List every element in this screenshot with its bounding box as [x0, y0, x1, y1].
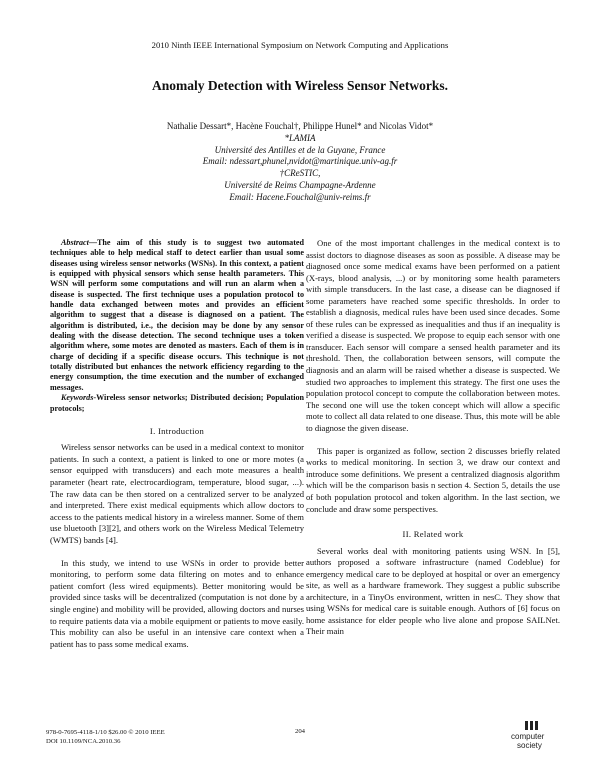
affiliation-1-institution: Université des Antilles et de la Guyane, France [214, 144, 386, 155]
logo-text-society: society [517, 741, 542, 750]
footer-isbn: 978-0-7695-4118-1/10 $26.00 © 2010 IEEE [46, 729, 165, 736]
keywords-label: Keywords [61, 393, 94, 403]
affiliation-1-email: Email: ndessart,phunel,nvidot@martinique.univ-ag.fr [202, 156, 398, 167]
computer-society-logo [505, 720, 555, 754]
paper-title: Anomaly Detection with Wireless Sensor Networks. [152, 78, 448, 93]
logo-bar-2 [530, 721, 533, 730]
logo-bar-3 [535, 721, 538, 730]
right-paragraph-1: One of the most important challenges in the medical context is to assist doctors to diagnose diseases as soon as possible. A disease may be diagnosed once some medical exams have been performed on a patient (X-rays, blood analysis, ...) or by monitoring some health parameters with simple transducers. In the last case, a disease can be diagnosed if some parameters have reached some specific thresholds. In order to establish a diagnosis, medical rules have been used since decades. Some of these rules can be expressed as inequalities and thus if an inequality is verified a disease is suspected. We propose to equip each sensor with one transducer. Each sensor will compare a sensed health parameter and its threshold. Then, the collaboration between sensors, will compute the diagnosis and an alarm will be raised whether a disease is suspected. We studied two approaches to implement this strategy. The first one uses the population protocol concept to compute the collaboration between motes. The second one will use the token concept which will allow a specific mote to collect all data related to one disease. Thus, this mote will be able to diagnose the given disease. [306, 238, 560, 433]
affiliation-2-tag: †CReSTIC, [279, 168, 321, 179]
intro-paragraph-2: In this study, we intend to use WSNs in order to provide better monitoring, to perform some data filtering on motes and to enhance patient comfort (less wired equipments). Better monitoring would be provided since tasks will be decentralized (computation is not done by a single engine) and mobility will be provided, allowing doctors and nurses to require patients data via a mobile equipment or patients to move easily. This mobility can also be useful in an intensive care context when a patient has to pass some medical exams. [50, 557, 304, 649]
author-names: Nathalie Dessart*, Hacène Fouchal†, Philippe Hunel* and Nicolas Vidot* [166, 121, 434, 131]
abstract-text: —The aim of this study is to suggest two automated techniques able to help medical staff to detect earlier than usual some diseases using wireless sensor networks (WSNs). In this context, a patient is equipped with physical sensors which sense health parameters. This WSN will perform some computations and will run an alarm when a disease is suspected. The first technique uses a population protocol to handle data exchanged between motes and provides an efficient algorithm to suggest that a disease is diagnosed on a patient. The algorithm is distributed, i.e., the decision may be done by any sensor dealing with the disease detection. The second technique uses a token algorithm where, some motes are denoted as masters. Each of them is in charge of deciding if a specific disease occurs. This technique is not totally distributed but enhances the network efficiency regarding to the energy consumption, the time execution and the number of exchanged messages. [50, 238, 304, 392]
author-block [60, 121, 540, 204]
left-column [50, 238, 304, 650]
affiliation-1-tag: *LAMIA [284, 132, 316, 143]
right-column [306, 238, 560, 638]
affiliation-2-institution: Université de Reims Champagne-Ardenne [224, 179, 376, 190]
intro-paragraph-1: Wireless sensor networks can be used in a medical context to monitor patients. In such a context, a patient is linked to one or more motes (a sensor equipped with transducers) and each mote measures a health parameter (heart rate, electrocardiogram, temperature, blood sugar, ...). The raw data can be then stored on a centralized server to be analyzed and interpreted. There exist medical equipments which allow doctors to access to the patients medical history in a wireless manner. Some of them use bluetooth [3][2], and others work on the Wireless Medical Telemetry (WMTS) bands [4]. [50, 442, 304, 545]
section-heading-introduction: I. Introduction [149, 425, 205, 436]
logo-bar-1 [525, 721, 528, 730]
logo-text-computer: computer [511, 732, 545, 741]
keywords [50, 393, 304, 414]
right-paragraph-2: This paper is organized as follow, section 2 discusses briefly related works to medical monitoring. In section 3, we draw our context and introduce some definitions. We present a centralized diagnosis algorithm which will be the comparison basis n section 4. Section 5, details the use of both population protocol and token algorithm. In the last section, we conclude and draw some perspectives. [306, 445, 560, 514]
section-heading-related-work: II. Related work [402, 529, 464, 540]
affiliation-2-email: Email: Hacene.Fouchal@univ-reims.fr [229, 191, 371, 202]
page-number: 204 [294, 728, 306, 735]
related-paragraph-1: Several works deal with monitoring patients using WSN. In [5], authors proposed a software infrastructure (named Codeblue) for emergency medical care to be deployed at hospital or over an emergency site, as well as a hardware framework. They suggest a public subscribe architecture, in a TinyOs environment, written in nesC. They show that using WSNs for medical care is suitable enough. Authors of [6] focus on home assistance for elder people who live alone and propose SAILNet. Their main [306, 545, 560, 637]
conference-header: 2010 Ninth IEEE International Symposium on Network Computing and Applications [151, 40, 449, 50]
abstract-label: Abstract [61, 238, 89, 247]
footer-copyright [46, 728, 266, 746]
abstract [50, 238, 304, 393]
footer-doi: DOI 10.1109/NCA.2010.36 [46, 738, 121, 745]
keywords-text: -Wireless sensor networks; Distributed decision; Population protocols; [50, 393, 304, 413]
